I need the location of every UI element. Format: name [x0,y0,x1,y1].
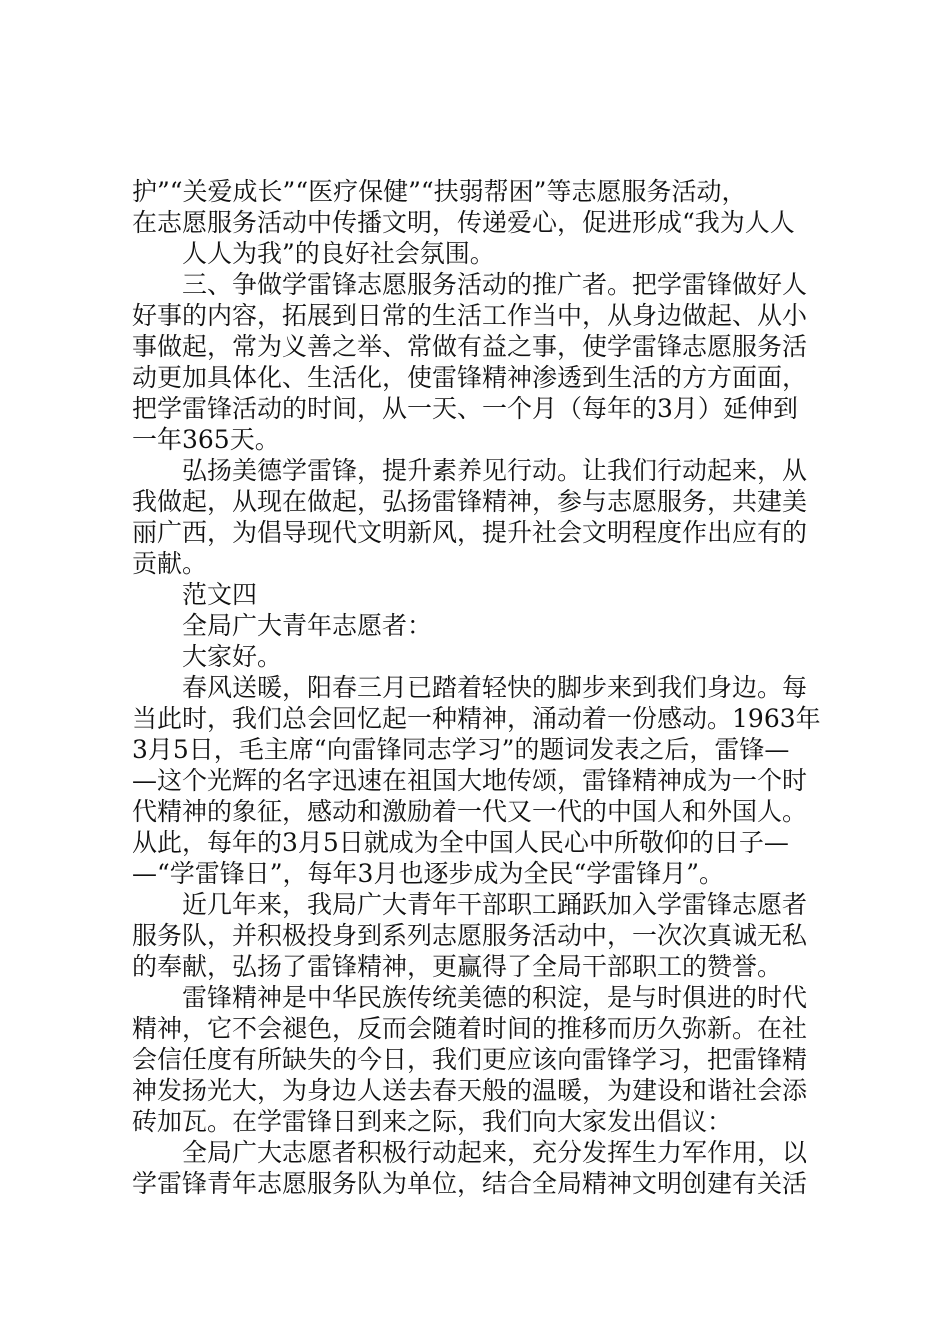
text-line: 的奉献，弘扬了雷锋精神，更赢得了全局干部职工的赞誉。 [132,952,783,981]
text-line: 好事的内容，拓展到日常的生活工作当中，从身边做起、从小 [132,301,808,330]
text-line: 把学雷锋活动的时间，从一天、一个月（每年的3月）延伸到 [132,394,798,423]
text-line: —“学雷锋日”，每年3月也逐步成为全民“学雷锋月”。 [132,859,725,888]
text-line: 贡献。 [132,549,208,578]
greeting: 大家好。 [182,642,283,671]
text-line: 精神，它不会褪色，反而会随着时间的推移而历久弥新。在社 [132,1014,808,1043]
text-line: 一年365天。 [132,425,280,454]
text-line: 在志愿服务活动中传播文明，传递爱心，促进形成“我为人人 [132,208,795,237]
text-line: 代精神的象征，感动和激励着一代又一代的中国人和外国人。 [132,797,808,826]
text-line: 人人为我”的良好社会氛围。 [182,239,495,268]
text-line: 动更加具体化、生活化，使雷锋精神渗透到生活的方方面面， [132,363,808,392]
text-line: 护”“关爱成长”“医疗保健”“扶弱帮困”等志愿服务活动， [132,177,747,206]
text-line: 我做起，从现在做起，弘扬雷锋精神，参与志愿服务，共建美 [132,487,808,516]
paragraph-line: 雷锋精神是中华民族传统美德的积淀，是与时俱进的时代 [182,983,808,1012]
text-line: 会信任度有所缺失的今日，我们更应该向雷锋学习，把雷锋精 [132,1045,808,1074]
paragraph-line: 弘扬美德学雷锋，提升素养见行动。让我们行动起来，从 [182,456,808,485]
text-line: 砖加瓦。在学雷锋日到来之际，我们向大家发出倡议： [132,1107,733,1136]
paragraph-line: 全局广大志愿者积极行动起来，充分发挥生力军作用，以 [182,1138,808,1167]
text-line: 从此，每年的3月5日就成为全中国人民心中所敬仰的日子— [132,828,789,857]
text-line: 事做起，常为义善之举、常做有益之事，使学雷锋志愿服务活 [132,332,808,361]
text-line: 神发扬光大，为身边人送去春天般的温暖，为建设和谐社会添 [132,1076,808,1105]
text-line: 学雷锋青年志愿服务队为单位，结合全局精神文明创建有关活 [132,1169,808,1198]
text-line: —这个光辉的名字迅速在祖国大地传颂，雷锋精神成为一个时 [132,766,808,795]
text-line: 丽广西，为倡导现代文明新风，提升社会文明程度作出应有的 [132,518,808,547]
text-line: 服务队，并积极投身到系列志愿服务活动中，一次次真诚无私 [132,921,808,950]
text-line: 当此时，我们总会回忆起一种精神，涌动着一份感动。1963年 [132,704,821,733]
paragraph-line: 春风送暖，阳春三月已踏着轻快的脚步来到我们身边。每 [182,673,808,702]
paragraph-line: 近几年来，我局广大青年干部职工踊跃加入学雷锋志愿者 [182,890,808,919]
salutation: 全局广大青年志愿者： [182,611,433,640]
paragraph-line: 三、争做学雷锋志愿服务活动的推广者。把学雷锋做好人 [182,270,808,299]
section-heading: 范文四 [182,580,258,609]
text-line: 3月5日，毛主席“向雷锋同志学习”的题词发表之后，雷锋— [132,735,790,764]
